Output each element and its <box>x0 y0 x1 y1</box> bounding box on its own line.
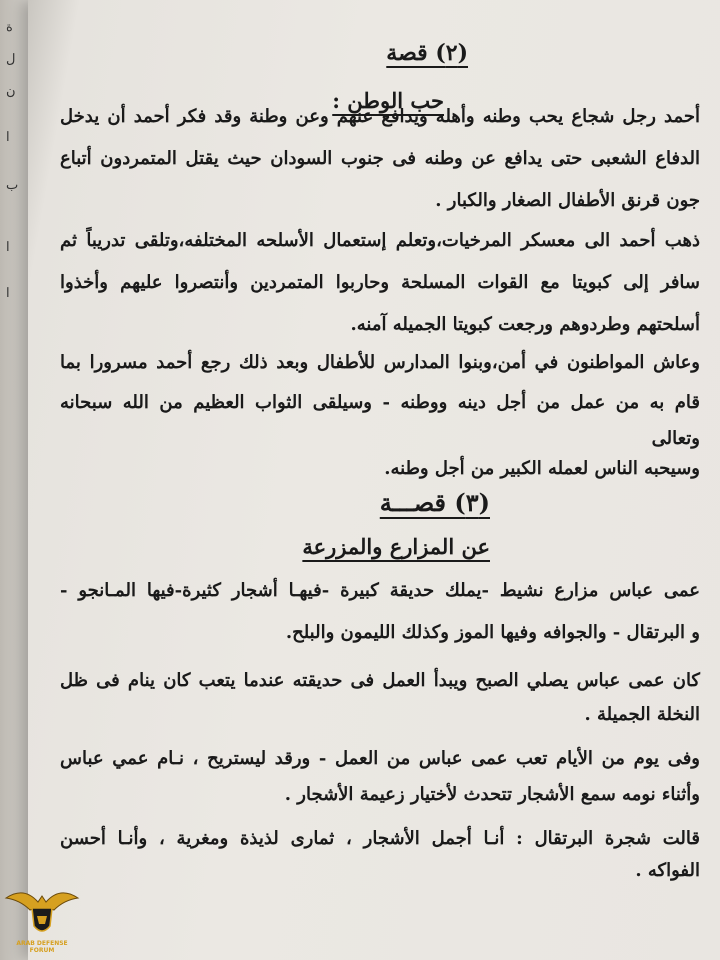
story2-line: وسيحبه الناس لعمله الكبير من أجل وطنه. <box>384 458 700 479</box>
margin-char: ن <box>6 84 16 99</box>
margin-char: ا <box>6 130 10 145</box>
story3-line: وفى يوم من الأيام تعب عمى عباس من العمل - ورقد ليستريح ، نـام عمي عباس <box>60 748 700 769</box>
story3-line: الفواكه . <box>635 860 700 881</box>
margin-char: ل <box>6 52 16 67</box>
story2-line: قام به من عمل من أجل دينه ووطنه - وسيلقى الثواب العظيم من الله سبحانه <box>60 392 700 413</box>
logo-caption: ARAB DEFENSE FORUM <box>16 940 68 954</box>
story2-line: ذهب أحمد الى معسكر المرخيات،وتعلم إستعمال الأسلحه المختلفه،وتلقى تدريباً ثم <box>60 230 700 251</box>
eagle-shield-icon <box>4 880 80 940</box>
story3-line: كان عمى عباس يصلي الصبح ويبدأ العمل فى حديقته عندما يتعب كان ينام فى ظل <box>60 670 700 691</box>
adjacent-page-edge <box>0 0 28 960</box>
story2-line: سافر إلى كبويتا مع القوات المسلحة وحاربوا المتمردين وأنتصروا عليهم وأخذوا <box>60 272 700 293</box>
story2-line: أسلحتهم وطردوهم ورجعت كبويتا الجميله آمنه. <box>350 314 700 335</box>
story2-line: جون قرنق الأطفال الصغار والكبار . <box>435 190 700 211</box>
forum-watermark-logo <box>4 880 80 958</box>
margin-char: ا <box>6 240 10 255</box>
margin-char: ا <box>6 286 10 301</box>
story2-line: أحمد رجل شجاع يحب وطنه وأهله ويدافع عنهم وعن وطنة وقد فكر أحمد أن يدخل <box>60 106 700 127</box>
story3-line: قالت شجرة البرتقال : أنـا أجمل الأشجار ، ثمارى لذيذة ومغرية ، وأنـا أحسن <box>60 828 700 849</box>
story3-line: وأثناء نومه سمع الأشجار تتحدث لأختيار زعيمة الأشجار . <box>284 784 700 805</box>
story2-title: حب الوطن : <box>332 88 444 113</box>
story2-line: وعاش المواطنون في أمن،وبنوا المدارس للأطفال وبعد ذلك رجع أحمد مسرورا بما <box>60 352 700 373</box>
story2-line: الدفاع الشعبى حتى يدافع عن وطنه فى جنوب السودان حيث يقتل المتمردون أتباع <box>60 148 700 169</box>
story2-heading: (٢) قصة <box>386 40 468 66</box>
margin-char: ة <box>6 20 13 35</box>
story2-line: وتعالى <box>651 428 700 449</box>
margin-char: ب <box>6 178 19 193</box>
story3-title: عن المزارع والمزرعة <box>302 534 490 559</box>
story3-heading: (٣) قصـــة <box>379 488 490 517</box>
story3-line: و البرتقال - والجوافه وفيها الموز وكذلك الليمون والبلح. <box>285 622 700 643</box>
story3-line: عمى عباس مزارع نشيط -يملك حديقة كبيرة -فيهـا أشجار كثيرة-فيها المـانجو - <box>60 580 700 601</box>
story3-line: النخلة الجميلة . <box>584 704 700 725</box>
